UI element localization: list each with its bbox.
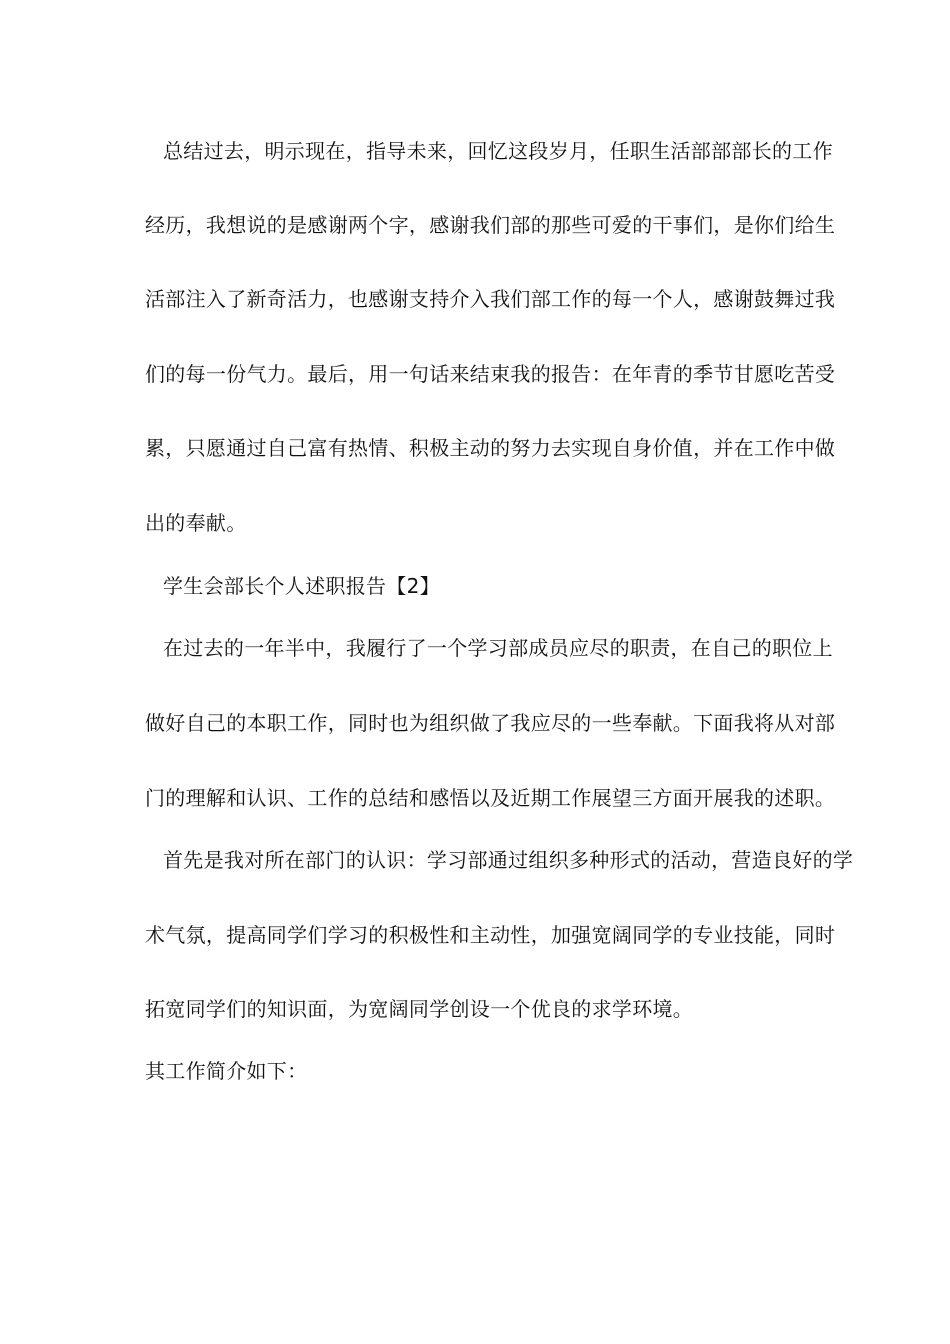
paragraph-1-line-3: 活部注入了新奇活力，也感谢支持介入我们部工作的每一个人，感谢鼓舞过我 [145, 287, 836, 311]
paragraph-3-line-1: 首先是我对所在部门的认识：学习部通过组织多种形式的活动，营造良好的学 [163, 848, 854, 872]
paragraph-2-line-2: 做好自己的本职工作，同时也为组织做了我应尽的一些奉献。下面我将从对部 [145, 711, 836, 735]
paragraph-2-line-3: 门的理解和认识、工作的总结和感悟以及近期工作展望三方面开展我的述职。 [145, 786, 836, 810]
paragraph-3-line-2: 术气氛，提高同学们学习的积极性和主动性，加强宽阔同学的专业技能，同时 [145, 923, 836, 947]
paragraph-1-line-1: 总结过去，明示现在，指导未来，回忆这段岁月，任职生活部部部长的工作 [163, 139, 833, 163]
paragraph-3-line-3: 拓宽同学们的知识面，为宽阔同学创设一个优良的求学环境。 [145, 997, 694, 1021]
section-heading: 学生会部长个人述职报告【2】 [163, 574, 440, 598]
paragraph-2-line-1: 在过去的一年半中，我履行了一个学习部成员应尽的职责，在自己的职位上 [163, 636, 833, 660]
paragraph-1-line-5: 累，只愿通过自己富有热情、积极主动的努力去实现自身价值，并在工作中做 [145, 436, 836, 460]
paragraph-4-line-1: 其工作简介如下： [145, 1059, 308, 1083]
paragraph-1-line-2: 经历，我想说的是感谢两个字，感谢我们部的那些可爱的干事们，是你们给生 [145, 213, 836, 237]
paragraph-1-line-6: 出的奉献。 [145, 511, 247, 535]
paragraph-1-line-4: 们的每一份气力。最后，用一句话来结束我的报告：在年青的季节甘愿吃苦受 [145, 362, 836, 386]
